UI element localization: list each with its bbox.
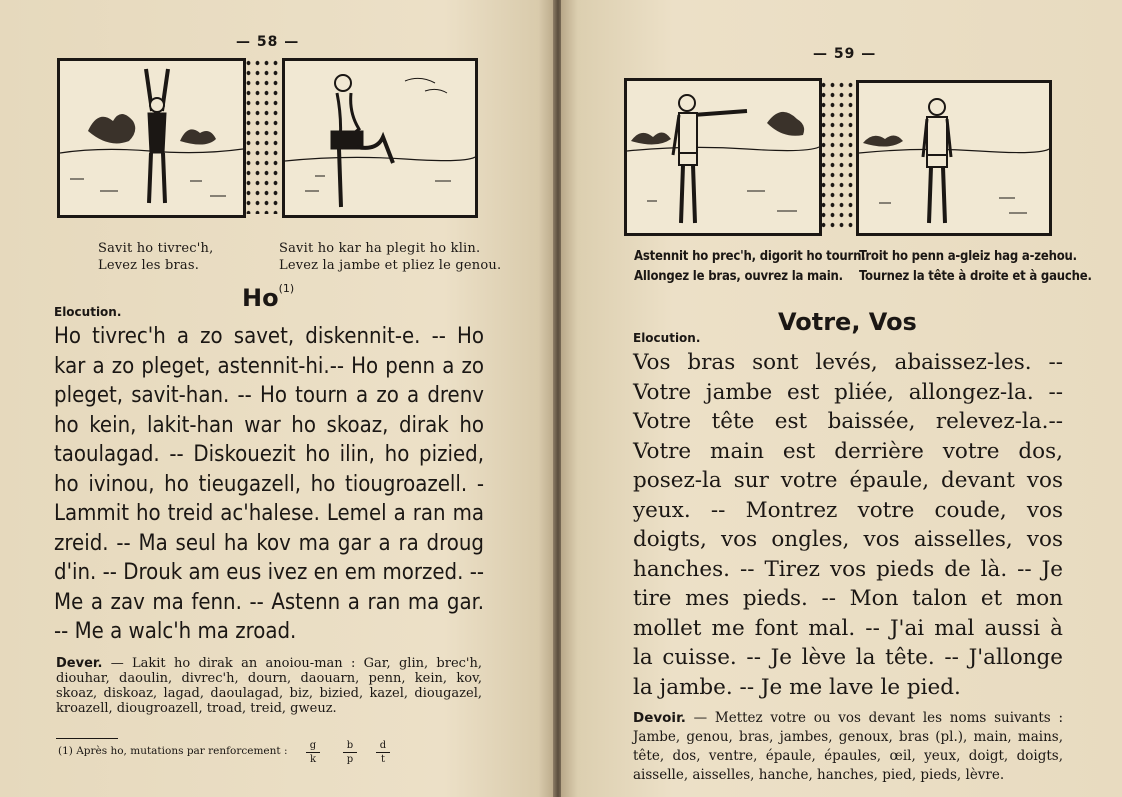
right-page (561, 0, 1122, 797)
dotted-border (244, 58, 278, 214)
caption-right-2-french: Tournez la tête à droite et à gauche. (859, 269, 1092, 284)
dotted-border (819, 80, 853, 230)
body-text: Vos bras sont levés, abaissez-les. -- Votre jambe est pliée, allongez-la. -- Votre tête est baissée, relevez-la.-- Votre main est derrière votre dos, posez-la sur votre épaule, devant vos yeux. -- Montrez votre coude, vos doigts, vos ongles, vos aisselles, vos hanches. -- Tirez vos pieds de là. -- Je tire mes pieds. -- Mon talon et mon mollet me font mal. -- J'ai mal aussi à la cuisse. -- Je lève la tête. -- J'allonge la jambe. -- Je me lave le pied. (633, 350, 1063, 700)
illustration-head-turn (856, 80, 1052, 236)
footnote: (1) Après ho, mutations par renforcement : (58, 745, 288, 757)
caption-left-2-french: Levez la jambe et pliez le genou. (279, 258, 502, 273)
caption-left-1-breton: Savit ho tivrec'h, (98, 241, 214, 256)
section-label: Elocution. (633, 331, 701, 345)
caption-right-1-breton: Astennit ho prec'h, digorit ho tourn. (634, 249, 866, 264)
caption-right-1-french: Allongez le bras, ouvrez la main. (634, 269, 843, 284)
left-page (0, 0, 555, 797)
footnote-ref: (1) (278, 282, 295, 295)
lesson-title: Ho$^{(1)}$ (242, 282, 295, 312)
body-text: Ho tivrec'h a zo savet, diskennit-e. -- Ho kar a zo pleget, astennit-hi.-- Ho penn a zo pleget, savit-han. -- Ho tourn a zo a drenv ho kein, lakit-han war ho skoaz, dirak ho taoulagad. -- Diskouezit ho ilin, ho pizied, ho ivinou, ho tieugazell, ho tiougroazell. - Lammit ho treid ac'halese. Lemel a ran ma zreid. -- Ma seul ha kov ma gar a ra droug d'in. -- Drouk am eus ivez en em morzed. -- Me a zav ma fenn. -- Astenn a ran ma gar. -- Me a walc'h ma zroad. (54, 324, 484, 644)
section-label: Elocution. (54, 305, 122, 319)
illustration-leg-raised (282, 58, 478, 218)
illustration-arms-raised (57, 58, 246, 218)
mutation-d-t: d t (376, 740, 390, 765)
caption-left-1-french: Levez les bras. (98, 258, 200, 273)
lesson-title: Votre, Vos (778, 308, 917, 336)
footnote-rule (56, 738, 118, 739)
caption-right-2-breton: Troit ho penn a-gleiz hag a-zehou. (859, 249, 1077, 264)
mutation-g-k: g k (306, 740, 320, 765)
exercise: Devoir. — Mettez votre ou vos devant les noms suivants : Jambe, genou, bras, jambes, genoux, bras (pl.), main, mains, tête, dos, ventre, épaule, épaules, œil, yeux, doigt, doigts, aisselle, aisselles, hanche, hanches, pied, pieds, lèvre. (633, 710, 1064, 783)
mutation-b-p: b p (343, 740, 357, 765)
page-number: — 58 — (236, 34, 300, 50)
caption-left-2-breton: Savit ho kar ha plegit ho klin. (279, 241, 481, 256)
exercise: Dever. — Lakit ho dirak an anoiou-man : Gar, glin, brec'h, diouhar, daoulin, divrec'h, dourn, daouarn, penn, kein, kov, skoaz, diskoaz, lagad, daoulagad, biz, bizied, kazel, diougazel, kroazell, diougroazell, troad, treid, gweuz. (56, 656, 483, 716)
page-number: — 59 — (813, 46, 877, 62)
illustration-arm-extended (624, 78, 822, 236)
